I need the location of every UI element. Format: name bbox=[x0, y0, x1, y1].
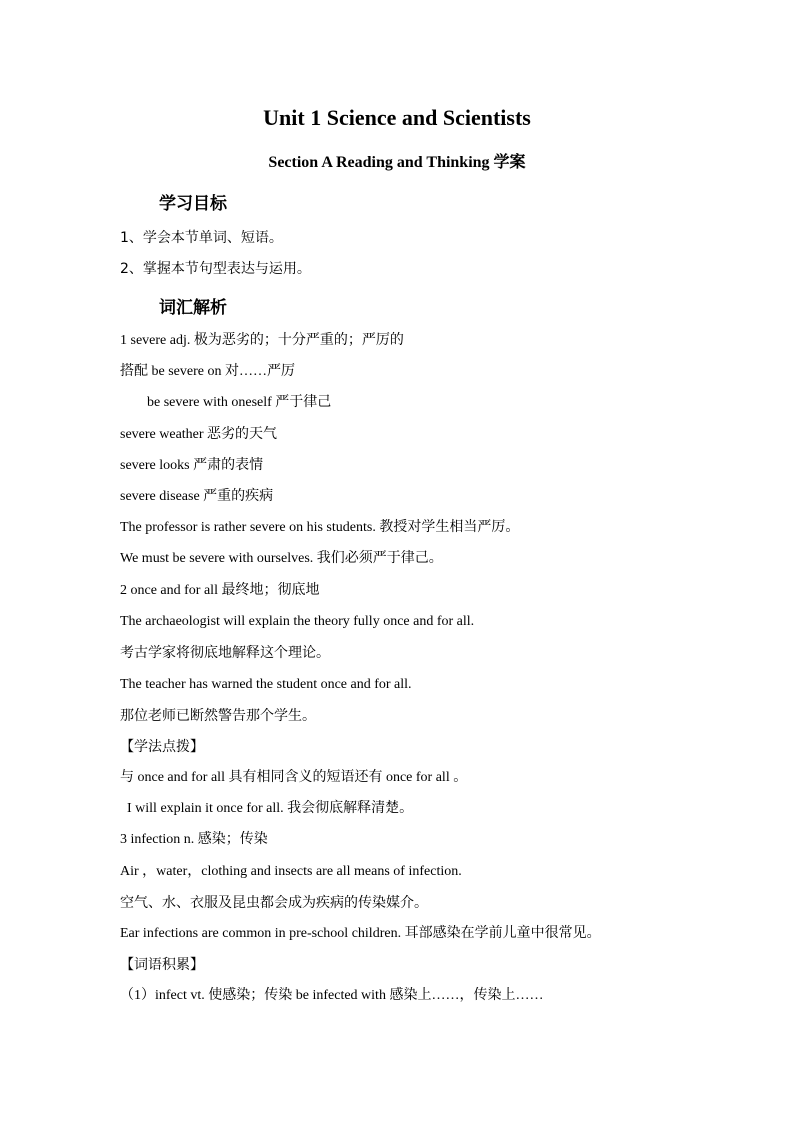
vocab-severe-example-weather: severe weather 恶劣的天气 bbox=[120, 427, 278, 442]
word-accumulation-infect: （1）infect vt. 使感染；传染 be infected with 感染上……，传染上…… bbox=[120, 988, 544, 1003]
vocab-severe-example-looks: severe looks 严肃的表情 bbox=[120, 458, 264, 473]
goal-1: 1、学会本节单词、短语。 bbox=[120, 230, 283, 246]
vocab-severe-definition: 1 severe adj. 极为恶劣的；十分严重的；严厉的 bbox=[120, 333, 404, 348]
learning-goals-heading: 学习目标 bbox=[159, 194, 227, 214]
vocab-severe-collocation: 搭配 be severe on 对……严厉 bbox=[120, 364, 295, 379]
example-sentence-ourselves: We must be severe with ourselves. 我们必须严于律己。 bbox=[120, 551, 443, 566]
document-subtitle: Section A Reading and Thinking 学案 bbox=[268, 154, 526, 171]
word-accumulation-heading: 【词语积累】 bbox=[120, 957, 204, 973]
vocab-heading: 词汇解析 bbox=[159, 298, 227, 318]
example-sentence-professor: The professor is rather severe on his students. 教授对学生相当严厉。 bbox=[120, 520, 520, 535]
document-title: Unit 1 Science and Scientists bbox=[263, 105, 531, 130]
vocab-infection: 3 infection n. 感染；传染 bbox=[120, 832, 268, 847]
example-sentence-air-water: Air ，water，clothing and insects are all means of infection. bbox=[120, 864, 462, 879]
vocab-severe-collocation-2: be severe with oneself 严于律己 bbox=[147, 395, 332, 410]
study-tip-example: I will explain it once for all. 我会彻底解释清楚。 bbox=[127, 801, 414, 816]
example-sentence-ear-infections: Ear infections are common in pre-school children. 耳部感染在学前儿童中很常见。 bbox=[120, 926, 601, 941]
example-sentence-teacher: The teacher has warned the student once and for all. bbox=[120, 677, 412, 692]
study-tip-heading: 【学法点拨】 bbox=[120, 739, 204, 755]
goal-2: 2、掌握本节句型表达与运用。 bbox=[120, 261, 311, 277]
example-sentence-archaeologist: The archaeologist will explain the theory fully once and for all. bbox=[120, 614, 475, 629]
vocab-once-and-for-all: 2 once and for all 最终地；彻底地 bbox=[120, 583, 320, 598]
example-translation-air-water: 空气、水、衣服及昆虫都会成为疾病的传染媒介。 bbox=[120, 895, 428, 911]
vocab-severe-example-disease: severe disease 严重的疾病 bbox=[120, 489, 274, 504]
study-tip-text: 与 once and for all 具有相同含义的短语还有 once for all 。 bbox=[120, 770, 468, 785]
example-translation-teacher: 那位老师已断然警告那个学生。 bbox=[120, 708, 316, 724]
example-translation-archaeologist: 考古学家将彻底地解释这个理论。 bbox=[120, 645, 330, 661]
